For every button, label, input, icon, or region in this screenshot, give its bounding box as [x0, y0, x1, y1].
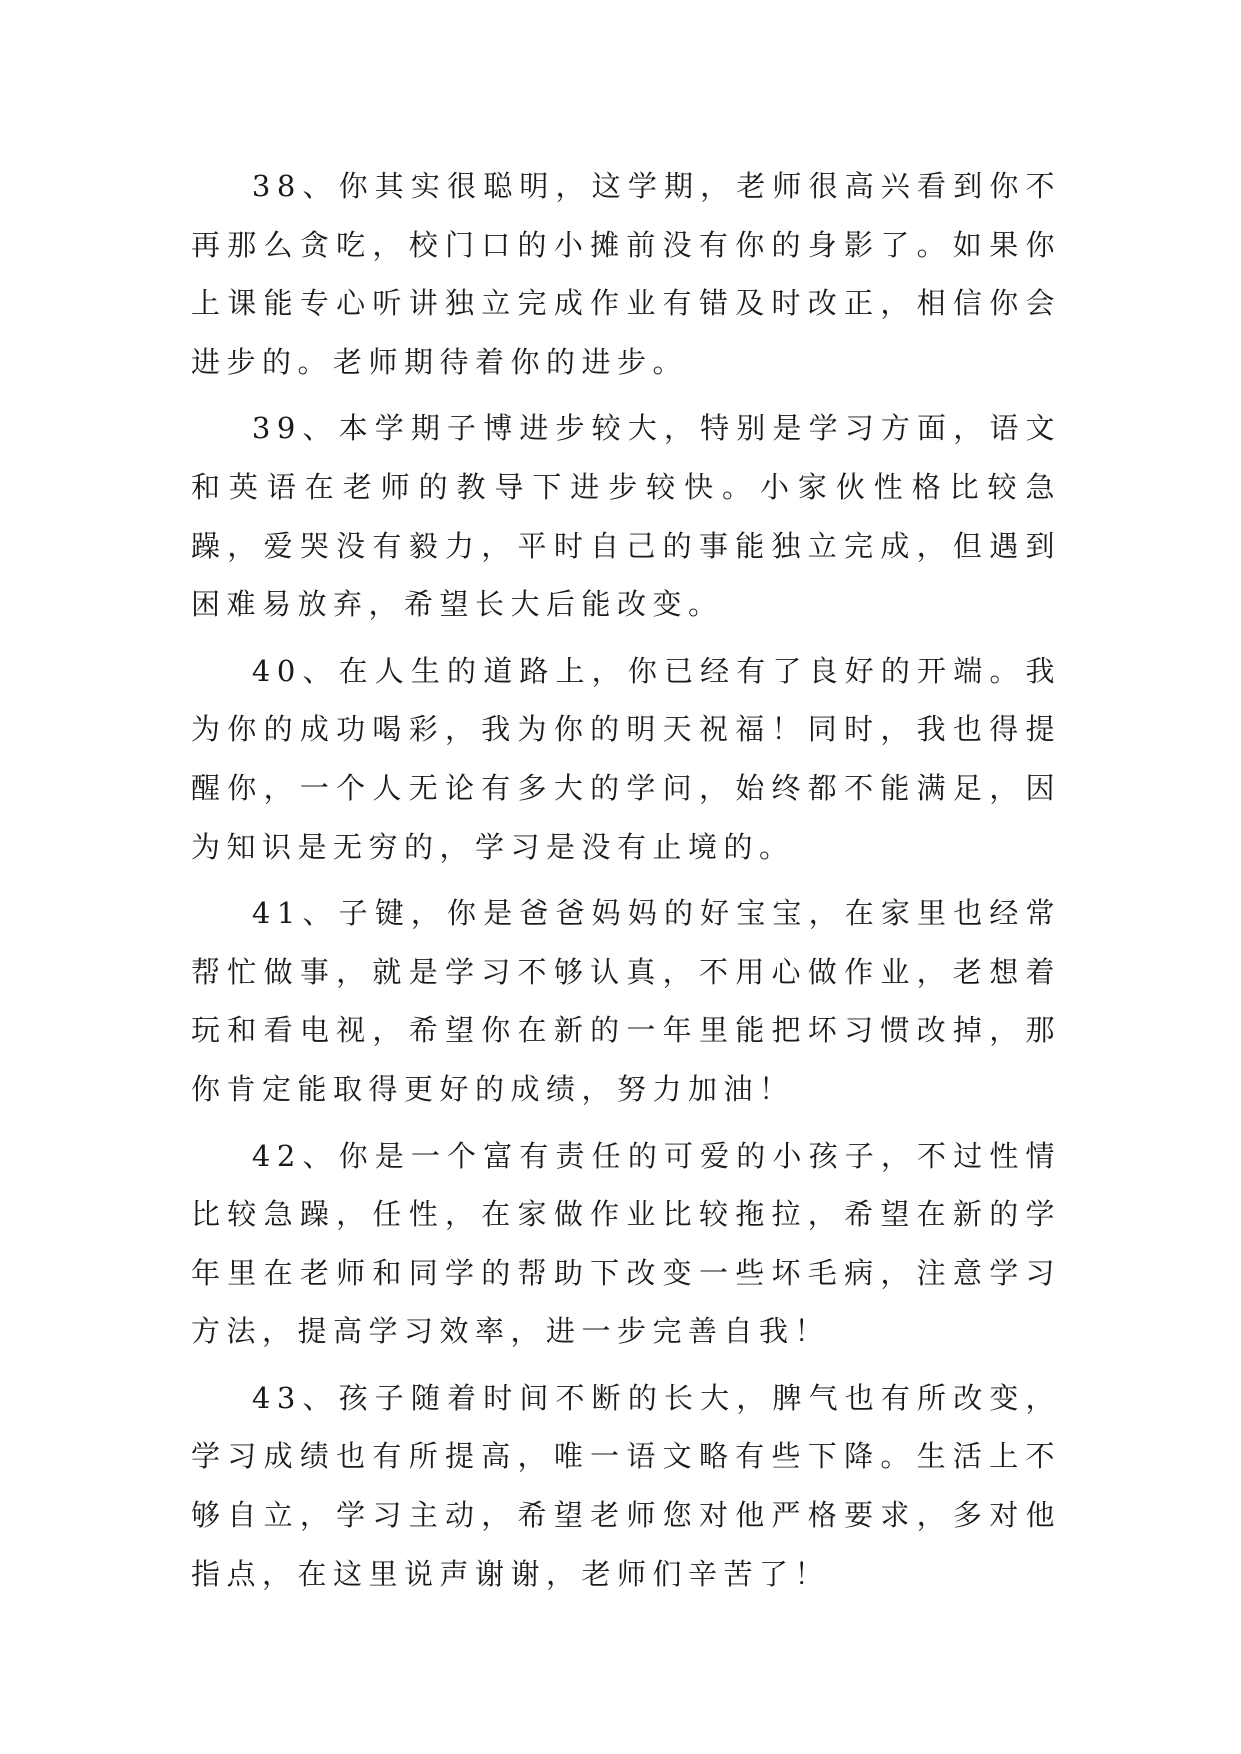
comment-paragraph-42: 42、你是一个富有责任的可爱的小孩子，不过性情比较急躁，任性，在家做作业比较拖拉，希望在新的学年里在老师和同学的帮助下改变一些坏毛病，注意学习方法，提高学习效率，进一步完善自我！: [191, 1138, 1061, 1349]
comment-paragraph-39: 39、本学期子博进步较大，特别是学习方面，语文和英语在老师的教导下进步较快。小家伙性格比较急躁，爱哭没有毅力，平时自己的事能独立完成，但遇到困难易放弃，希望长大后能改变。: [191, 411, 1061, 622]
comment-paragraph-38: 38、你其实很聪明，这学期，老师很高兴看到你不再那么贪吃，校门口的小摊前没有你的身影了。如果你上课能专心听讲独立完成作业有错及时改正，相信你会进步的。老师期待着你的进步。: [191, 169, 1061, 379]
comment-paragraph-40: 40、在人生的道路上，你已经有了良好的开端。我为你的成功喝彩，我为你的明天祝福！同时，我也得提醒你，一个人无论有多大的学问，始终都不能满足，因为知识是无穷的，学习是没有止境的。: [191, 653, 1061, 864]
comment-paragraph-43: 43、孩子随着时间不断的长大，脾气也有所改变，学习成绩也有所提高，唯一语文略有些下降。生活上不够自立，学习主动，希望老师您对他严格要求，多对他指点，在这里说声谢谢，老师们辛苦了！: [191, 1380, 1061, 1591]
comment-paragraph-41: 41、子键，你是爸爸妈妈的好宝宝，在家里也经常帮忙做事，就是学习不够认真，不用心做作业，老想着玩和看电视，希望你在新的一年里能把坏习惯改掉，那你肯定能取得更好的成绩，努力加油！: [191, 896, 1061, 1106]
document-body: [191, 157, 1061, 1611]
